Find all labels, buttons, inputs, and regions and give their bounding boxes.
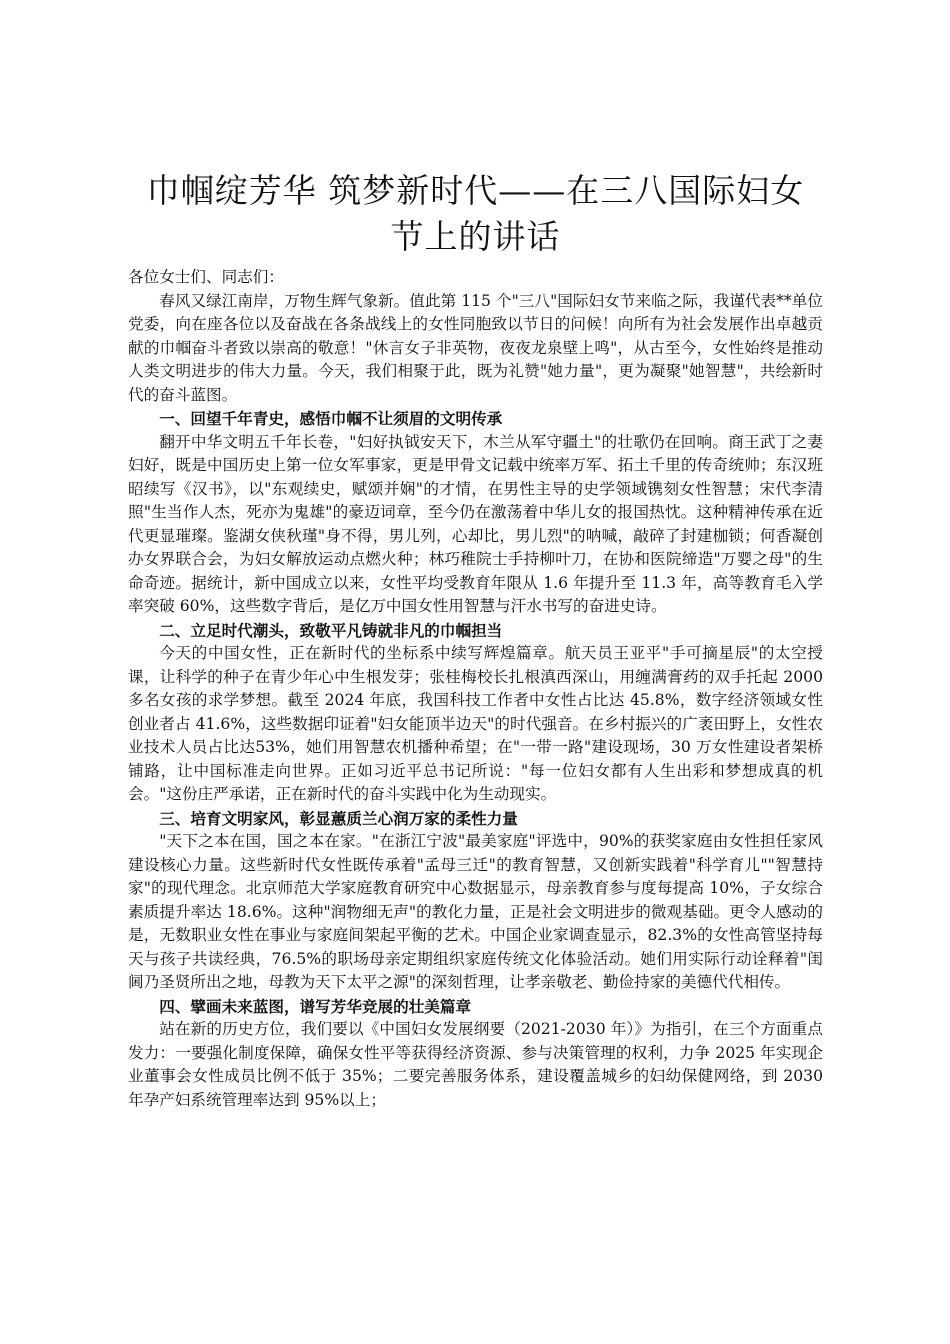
intro-paragraph: 春风又绿江南岸，万物生辉气象新。值此第 115 个"三八"国际妇女节来临之际，我谨代表**单位党委，向在座各位以及奋战在各条战线上的女性同胞致以节日的问候！向所有为社会发展作出卓越贡献的巾帼奋斗者致以崇高的敬意！"休言女子非英物，夜夜龙泉壁上鸣"，从古至今，女性始终是推动人类文明进步的伟大力量。今天，我们相聚于此，既为礼赞"她力量"，更为凝聚"她智慧"，共绘新时代的奋斗蓝图。 [128, 291, 823, 404]
section-3-paragraph: "天下之本在国，国之本在家。"在浙江宁波"最美家庭"评选中，90%的获奖家庭由女性担任家风建设核心力量。这些新时代女性既传承着"孟母三迁"的教育智慧，又创新实践着"科学育儿""智慧持家"的现代理念。北京师范大学家庭教育研究中心数据显示，母亲教育参与度每提高 10%，子女综合素质提升率达 18.6%。这种"润物细无声"的教化力量，正是社会文明进步的微观基础。更令人感动的是，无数职业女性在事业与家庭间架起平衡的艺术。中国企业家调查显示，82.3%的女性高管坚持每天与孩子共读经典，76.5%的职场母亲定期组织家庭传统文化体验活动。她们用实际行动诠释着"闺阃乃圣贤所出之地，母教为天下太平之源"的深刻哲理，让孝亲敬老、勤俭持家的美德代代相传。 [128, 832, 823, 991]
section-4-heading: 四、擘画未来蓝图，谱写芳华竞展的壮美篇章 [159, 996, 472, 1016]
section-1-heading: 一、回望千年青史，感悟巾帼不让须眉的文明传承 [159, 409, 503, 428]
document-page [128, 168, 823, 1112]
title-line-2: 节上的讲话 [390, 217, 561, 256]
section-2-paragraph: 今天的中国女性，正在新时代的坐标系中续写辉煌篇章。航天员王亚平"手可摘星辰"的太空授课，让科学的种子在青少年心中生根发芽；张桂梅校长扎根滇西深山，用缠满膏药的双手托起 2000 多名女孩的求学梦想。截至 2024 年底，我国科技工作者中女性占比达 45.8%，数字经济领域女性创业者占 41.6%，这些数据印证着"妇女能顶半边天"的时代强音。在乡村振兴的广袤田野上，女性农业技术人员占比达53%，她们用智慧农机播种希望；在"一带一路"建设现场，30 万女性建设者架桥铺路，让中国标准走向世界。正如习近平总书记所说："每一位妇女都有人生出彩和梦想成真的机会。"这份庄严承诺，正在新时代的奋斗实践中化为生动现实。 [128, 644, 823, 803]
title-line-1: 巾帼绽芳华 筑梦新时代——在三八国际妇女 [146, 171, 805, 210]
section-1-paragraph: 翻开中华文明五千年长卷，"妇好执钺安天下，木兰从军守疆土"的壮歌仍在回响。商王武丁之妻妇好，既是中国历史上第一位女军事家，更是甲骨文记载中统率万军、拓土千里的传奇统帅；东汉班昭续写《汉书》，以"东观续史，赋颂并娴"的才情，在男性主导的史学领域镌刻女性智慧；宋代李清照"生当作人杰，死亦为鬼雄"的豪迈词章，至今仍在激荡着中华儿女的报国热忱。这种精神传承在近代更显璀璨。鉴湖女侠秋瑾"身不得，男儿列，心却比，男儿烈"的呐喊，敲碎了封建枷锁；何香凝创办女界联合会，为妇女解放运动点燃火种；林巧稚院士手持柳叶刀，在协和医院缔造"万婴之母"的生命奇迹。据统计，新中国成立以来，女性平均受教育年限从 1.6 年提升至 11.3 年，高等教育毛入学率突破 60%，这些数字背后，是亿万中国女性用智慧与汗水书写的奋进史诗。 [128, 432, 823, 615]
section-2-heading: 二、立足时代潮头，致敬平凡铸就非凡的巾帼担当 [159, 620, 503, 640]
page-title [128, 168, 823, 260]
section-4-paragraph: 站在新的历史方位，我们要以《中国妇女发展纲要（2021-2030 年）》为指引，在三个方面重点发力：一要强化制度保障，确保女性平等获得经济资源、参与决策管理的权利，力争 2025 年实现企业董事会女性成员比例不低于 35%；二要完善服务体系，建设覆盖城乡的妇幼保健网络，到 2030 年孕产妇系统管理率达到 95%以上； [128, 1020, 823, 1109]
salutation: 各位女士们、同志们： [128, 268, 284, 286]
section-3-heading: 三、培育文明家风，彰显蕙质兰心润万家的柔性力量 [159, 808, 518, 828]
